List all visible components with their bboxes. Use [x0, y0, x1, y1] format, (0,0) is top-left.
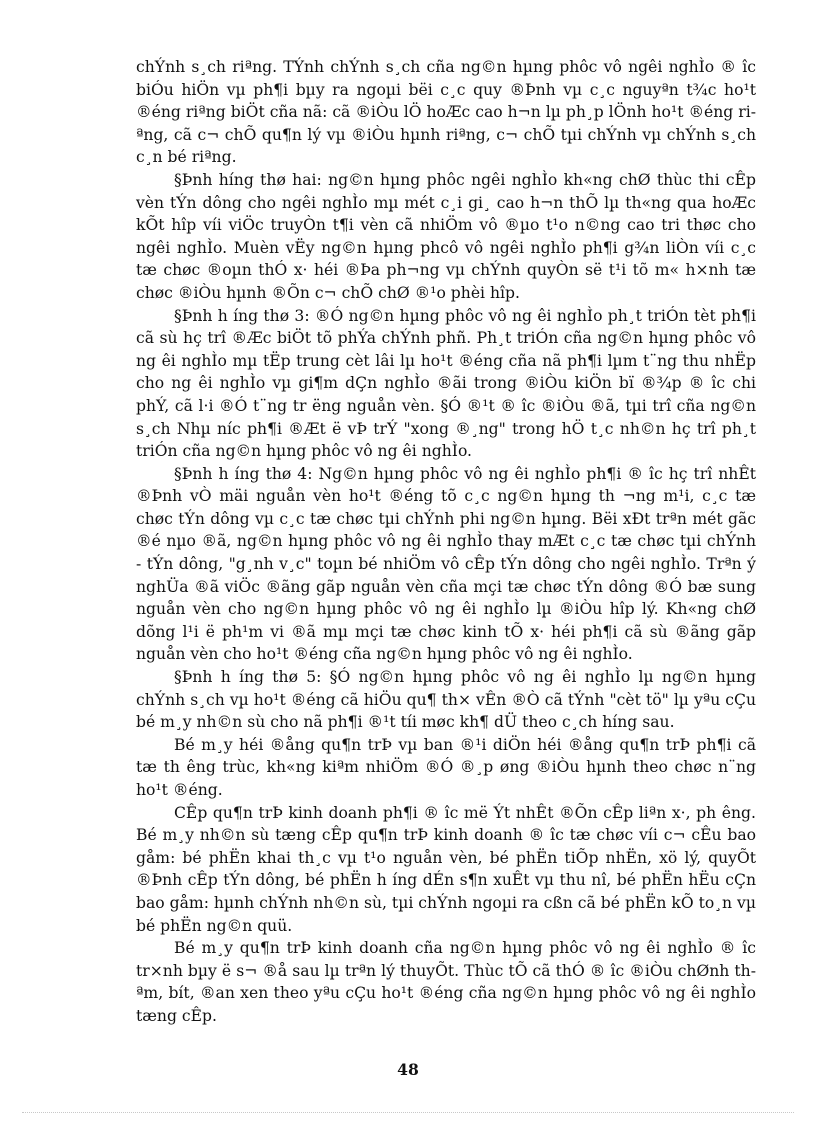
- document-body: [136, 56, 756, 1028]
- paragraph-3: §Þnh h íng thø 3: ®Ó ng©n hµng phôc vô ng êi nghÌo ph¸t triÓn tèt ph¶i cã sù hç trî ®Æc biÖt tõ phÝa chÝnh phñ. Ph¸t triÓn cña ng©n hµng phôc vô ng êi nghÌo mµ tËp trung cèt lâi lµ ho¹t ®éng cña nã ph¶i lµm t¨ng thu nhËp cho ng êi nghÌo vµ gi¶m dÇn nghÌo ®ãi trong ®iÒu kiÖn bï ®¾p ® îc chi phÝ, cã l·i ®Ó t¨ng tr ëng nguån vèn. §Ó ®¹t ® îc ®iÒu ®ã, tµi trî cña ng©n s¸ch Nhµ níc ph¶i ®Æt ë vÞ trÝ "xong ®¸ng" trong hÖ t¸c nh©n hç trî ph¸t triÓn cña ng©n hµng phôc vô ng êi nghÌo.: [136, 306, 756, 461]
- paragraph-8: Bé m¸y qu¶n trÞ kinh doanh cña ng©n hµng phôc vô ng êi nghÌo ® îc tr×nh bµy ë s¬ ®å sau lµ trªn lý thuyÕt. Thùc tÕ cã thÓ ® îc ®iÒu chØnh thªm, bít, ®an xen theo yªu cÇu ho¹t ®éng cña ng©n hµng phôc vô ng êi nghÌo tæng cÊp.: [136, 939, 756, 1025]
- paragraph-5: §Þnh h íng thø 5: §Ó ng©n hµng phôc vô ng êi nghÌo lµ ng©n hµng chÝnh s¸ch vµ ho¹t ®éng cã hiÖu qu¶ th× vÊn ®Ò cã tÝnh "cèt tö" lµ yªu cÇu bé m¸y nh©n sù cho nã ph¶i ®¹t tíi møc kh¶ dÜ theo c¸ch híng sau.: [136, 668, 756, 732]
- paragraph-7: CÊp qu¶n trÞ kinh doanh ph¶i ® îc më Ýt nhÊt ®Õn cÊp liªn x·, ph êng. Bé m¸y nh©n sù tæng cÊp qu¶n trÞ kinh doanh ® îc tæ chøc víi c¬ cÊu bao gåm: bé phËn khai th¸c vµ t¹o nguån vèn, bé phËn tiÕp nhËn, xö lý, quyÕt ®Þnh cÊp tÝn dông, bé phËn h íng dÉn s¶n xuÊt vµ thu nî, bé phËn hËu cÇn bao gåm: hµnh chÝnh nh©n sù, tµi chÝnh ngoµi ra cßn cã bé phËn kÕ to¸n vµ bé phËn ng©n quü.: [136, 803, 756, 935]
- paragraph-1: chÝnh s¸ch riªng. TÝnh chÝnh s¸ch cña ng©n hµng phôc vô ngêi nghÌo ® îc biÓu hiÖn vµ ph¶i bµy ra ngoµi bëi c¸c quy ®Þnh vµ c¸c nguyªn t¾c ho¹t ®éng riªng biÖt cña nã: cã ®iÒu lÖ hoÆc cao h¬n lµ ph¸p lÖnh ho¹t ®éng riªng, cã c¬ chÕ qu¶n lý vµ ®iÒu hµnh riªng, c¬ chÕ tµi chÝnh vµ chÝnh s¸ch c¸n bé riªng.: [136, 58, 756, 167]
- page-number: 48: [397, 1060, 419, 1079]
- footer-divider: [22, 1112, 794, 1113]
- paragraph-2: §Þnh híng thø hai: ng©n hµng phôc ngêi nghÌo kh«ng chØ thùc thi cÊp vèn tÝn dông cho ngêi nghÌo mµ mét c¸i gi¸ cao h¬n thÕ lµ th«ng qua hoÆc kÕt hîp víi viÖc truyÒn t¶i vèn cã nhiÖm vô ®µo t¹o n©ng cao tri thøc cho ngêi nghÌo. Muèn vËy ng©n hµng phcô vô ngêi nghÌo ph¶i g¾n liÒn víi c¸c tæ chøc ®oµn thÓ x· héi ®Þa ph¬ng vµ chÝnh quyÒn së t¹i tõ m« h×nh tæ chøc ®iÒu hµnh ®Õn c¬ chÕ chØ ®¹o phèi hîp.: [136, 170, 756, 302]
- paragraph-4: §Þnh h íng thø 4: Ng©n hµng phôc vô ng êi nghÌo ph¶i ® îc hç trî nhÊt ®Þnh vÒ mäi nguån vèn ho¹t ®éng tõ c¸c ng©n hµng th ¬ng m¹i, c¸c tæ chøc tÝn dông vµ c¸c tæ chøc tµi chÝnh phi ng©n hµng. Bëi xÐt trªn mét gãc ®é nµo ®ã, ng©n hµng phôc vô ng êi nghÌo thay mÆt c¸c tæ chøc tµi chÝnh - tÝn dông, "g¸nh v¸c" toµn bé nhiÖm vô cÊp tÝn dông cho ngêi nghÌo. Trªn ý nghÜa ®ã viÖc ®ãng gãp nguån vèn cña mçi tæ chøc tÝn dông ®Ó bæ sung nguån vèn cho ng©n hµng phôc vô ng êi nghÌo lµ ®iÒu hîp lý. Kh«ng chØ dõng l¹i ë ph¹m vi ®ã mµ mçi tæ chøc kinh tÕ x· héi ph¶i cã sù ®ãng gãp nguån vèn cho ho¹t ®éng cña ng©n hµng phôc vô ng êi nghÌo.: [136, 464, 756, 664]
- paragraph-6: Bé m¸y héi ®ång qu¶n trÞ vµ ban ®¹i diÖn héi ®ång qu¶n trÞ ph¶i cã tæ th êng trùc, kh«ng kiªm nhiÖm ®Ó ®¸p øng ®iÒu hµnh theo chøc n¨ng ho¹t ®éng.: [136, 735, 756, 799]
